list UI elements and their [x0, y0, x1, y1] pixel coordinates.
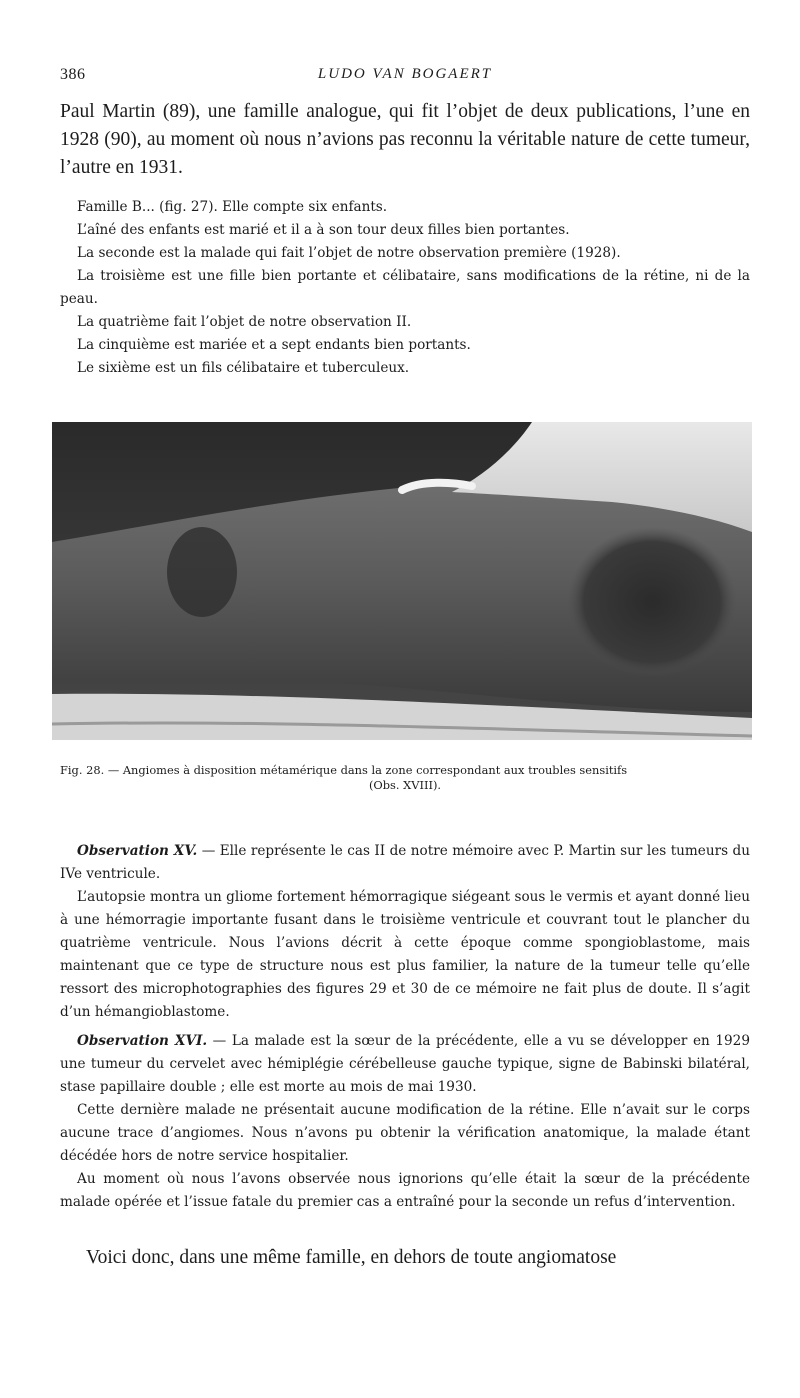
observation-paragraph: Au moment où nous l’avons observée nous ignorions qu’elle était la sœur de la précédente malade opérée et l’issue fatale du premier cas a entraîné pour la seconde un refus d’intervention.: [60, 1171, 750, 1210]
observation-text: — Elle représente le cas II de notre mémoire avec P. Martin sur les tumeurs du IVe ventricule.: [60, 843, 750, 882]
family-line: La seconde est la malade qui fait l’objet de notre observation première (1928).: [77, 245, 621, 261]
observation-paragraph: L’autopsie montra un gliome fortement hémorragique siégeant sous le vermis et ayant donné lieu à une hémorragie importante fusant dans le troisième ventricule et couvrant tout le plancher du quatrième ventricule. Nous l’avions décrit à cette époque comme spongioblastome, mais maintenant que ce type de structure nous est plus familier, la nature de la tumeur telle qu’elle ressort des microphotographies des figures 29 et 30 de ce mémoire ne fait plus de doute. Il s’agit d’un hémangioblastome.: [60, 889, 750, 1020]
page-header: [60, 66, 750, 90]
family-line: L’aîné des enfants est marié et il a à son tour deux filles bien portantes.: [77, 222, 570, 238]
observation-title: Observation XV.: [77, 843, 198, 859]
family-line: La cinquième est mariée et a sept endants bien portants.: [77, 337, 471, 353]
figure-photo: [52, 422, 752, 740]
observation-xvi: [60, 1030, 750, 1214]
closing-paragraph: Voici donc, dans une même famille, en dehors de toute angiomatose: [86, 1247, 617, 1268]
intro-paragraph: Paul Martin (89), une famille analogue, qui fit l’objet de deux publications, l’une en 1928 (90), au moment où nous n’avions pas reconnu la véritable nature de cette tumeur, l’autre en 1931.: [60, 101, 750, 178]
running-head: LUDO VAN BOGAERT: [317, 66, 493, 82]
observation-title: Observation XVI.: [77, 1033, 208, 1049]
figure-caption: [60, 763, 750, 793]
family-line: La quatrième fait l’objet de notre observation II.: [77, 314, 412, 330]
angioma-photograph: [52, 422, 752, 740]
caption-line: Fig. 28. — Angiomes à disposition métamérique dans la zone correspondant aux troubles sensitifs: [60, 763, 628, 777]
page-number: 386: [60, 66, 86, 83]
family-line: La troisième est une fille bien portante et célibataire, sans modifications de la rétine, ni de la peau.: [60, 268, 750, 307]
family-line: Famille B... (fig. 27). Elle compte six enfants.: [77, 199, 388, 215]
family-line: Le sixième est un fils célibataire et tuberculeux.: [77, 360, 410, 376]
observation-xv: [60, 840, 750, 1024]
caption-line: (Obs. XVIII).: [368, 778, 442, 792]
observation-text: — La malade est la sœur de la précédente, elle a vu se développer en 1929 une tumeur du cervelet avec hémiplégie cérébelleuse gauche typique, signe de Babinski bilatéral, stase papillaire double ; elle est morte au mois de mai 1930.: [60, 1033, 750, 1095]
family-list: [60, 196, 750, 380]
observation-paragraph: Cette dernière malade ne présentait aucune modification de la rétine. Elle n’avait sur le corps aucune trace d’angiomes. Nous n’avons pu obtenir la vérification anatomique, la malade étant décédée hors de notre service hospitalier.: [60, 1102, 750, 1164]
